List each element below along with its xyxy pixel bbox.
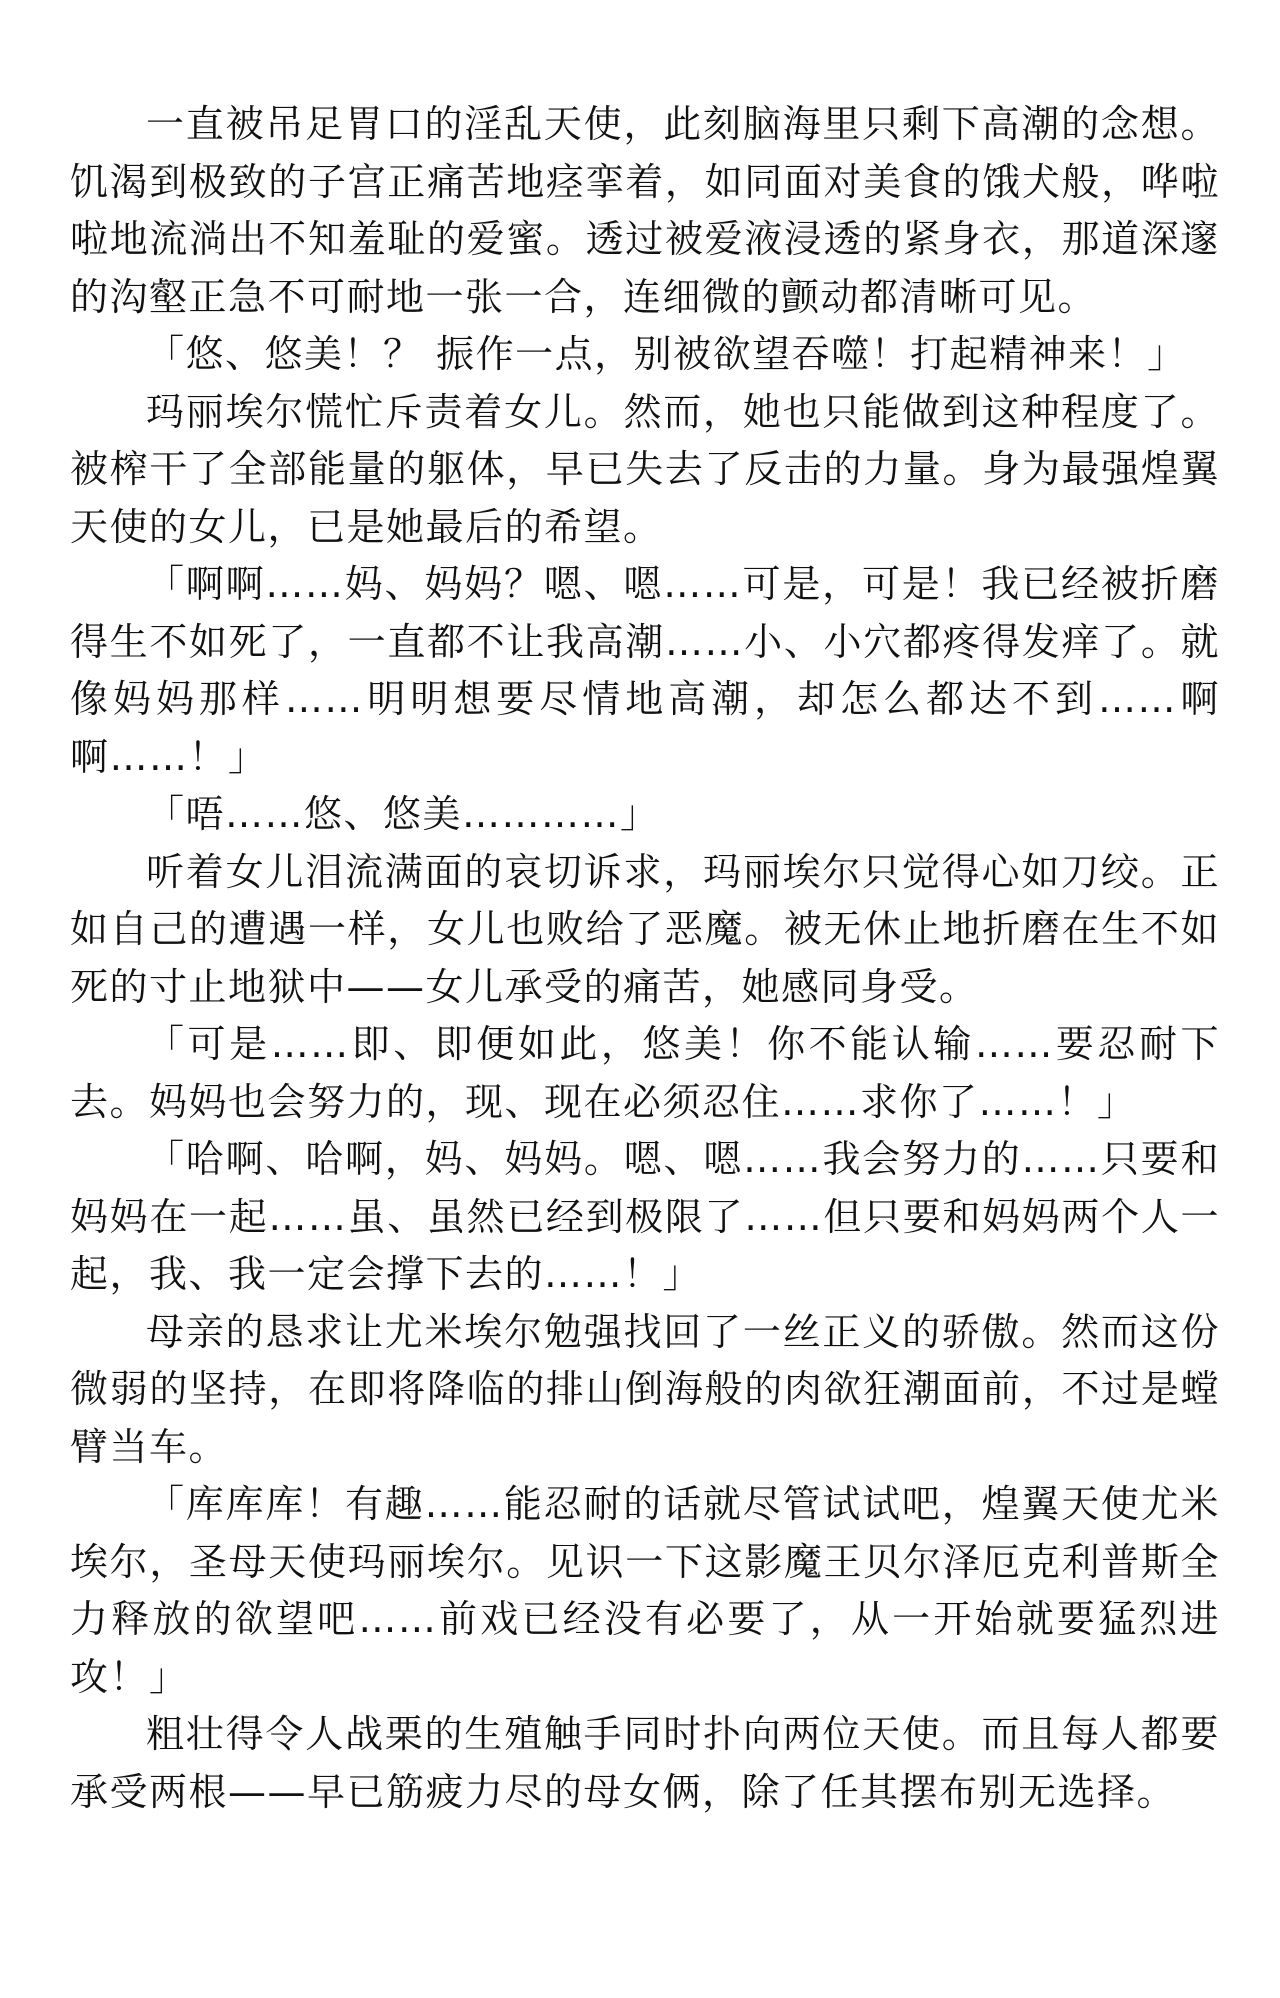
paragraph-4: 「啊啊……妈、妈妈？嗯、嗯……可是，可是！我已经被折磨得生不如死了，一直都不让我高潮……小、小穴都疼得发痒了。就像妈妈那样……明明想要尽情地高潮，却怎么都达不到……啊啊……！」 <box>70 562 1220 779</box>
paragraph-7: 「可是……即、即便如此，悠美！你不能认输……要忍耐下去。妈妈也会努力的，现、现在必须忍住……求你了……！」 <box>70 1022 1220 1124</box>
paragraph-9: 母亲的恳求让尤米埃尔勉强找回了一丝正义的骄傲。然而这份微弱的坚持，在即将降临的排山倒海般的肉欲狂潮面前，不过是螳臂当车。 <box>70 1309 1220 1469</box>
document-body <box>70 96 1220 1821</box>
paragraph-10: 「库库库！有趣……能忍耐的话就尽管试试吧，煌翼天使尤米埃尔，圣母天使玛丽埃尔。见识一下这影魔王贝尔泽厄克利普斯全力释放的欲望吧……前戏已经没有必要了，从一开始就要猛烈进攻！」 <box>70 1482 1220 1699</box>
paragraph-1: 一直被吊足胃口的淫乱天使，此刻脑海里只剩下高潮的念想。饥渴到极致的子宫正痛苦地痉挛着，如同面对美食的饿犬般，哗啦啦地流淌出不知羞耻的爱蜜。透过被爱液浸透的紧身衣，那道深邃的沟壑正急不可耐地一张一合，连细微的颤动都清晰可见。 <box>70 102 1220 319</box>
paragraph-8: 「哈啊、哈啊，妈、妈妈。嗯、嗯……我会努力的……只要和妈妈在一起……虽、虽然已经到极限了……但只要和妈妈两个人一起，我、我一定会撑下去的……！」 <box>70 1137 1220 1296</box>
paragraph-3: 玛丽埃尔慌忙斥责着女儿。然而，她也只能做到这种程度了。被榨干了全部能量的躯体，早已失去了反击的力量。身为最强煌翼天使的女儿，已是她最后的希望。 <box>70 389 1220 549</box>
paragraph-5: 「唔……悠、悠美…………」 <box>146 792 660 836</box>
paragraph-2: 「悠、悠美！？ 振作一点，别被欲望吞噬！打起精神来！」 <box>146 332 1187 376</box>
paragraph-6: 听着女儿泪流满面的哀切诉求，玛丽埃尔只觉得心如刀绞。正如自己的遭遇一样，女儿也败给了恶魔。被无休止地折磨在生不如死的寸止地狱中——女儿承受的痛苦，她感同身受。 <box>70 849 1220 1009</box>
paragraph-11: 粗壮得令人战栗的生殖触手同时扑向两位天使。而且每人都要承受两根——早已筋疲力尽的母女俩，除了任其摆布别无选择。 <box>70 1712 1220 1814</box>
